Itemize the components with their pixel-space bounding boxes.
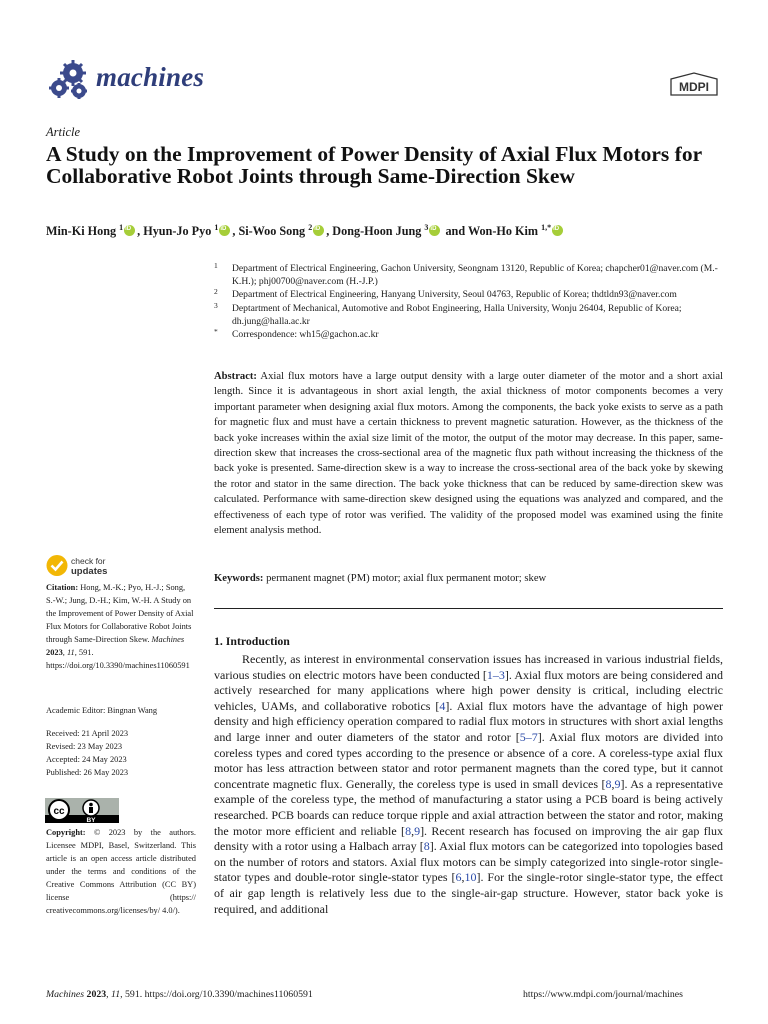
copyright-label: Copyright: bbox=[46, 828, 86, 837]
introduction-body: Recently, as interest in environmental conservation issues has increased in various industrial fields, various studies on electric motors have been conducted [1–3]. Axial flux motors are being considered and actively researched for many applications where high power density is critical, including electric vehicles, UAMs, and collaborative robotics [4]. Axial flux motors have the advantage of high power density and high efficiency operation compared to radial flux motors in structures with short axial lengths and large inner and outer diameters of the stator and rotor [5–7]. Axial flux motors are divided into coreless types and cored types according to the presence or absence of a core. A coreless-type axial flux motor has less attraction between stator and rotor permanent magnets than the cored type, but it cannot concentrate magnetic flux. Generally, the coreless type is used in small devices [8,9]. As a representative example of the coreless type, the method of manufacturing a stator using a PCB board is being actively researched. PCB boards can reduce torque ripple and axial attraction between the stator and rotor, making the motor more efficient and reliable [8,9]. Recent research has focused on improving the air gap flux density with a rotor using a Halbach array [8]. Axial flux motors can be categorized into topologies based on the number of rotors and stators. Axial flux motors can be simply categorized into single-rotor single-stator types and double-rotor single-stator types [6,10]. For the single-rotor single-stator type, the effect of air gap length is relatively less due to the single-air-gap structure. However, stator back yoke is required, and additional bbox=[214, 652, 724, 916]
citation-link[interactable]: 6 bbox=[455, 870, 462, 885]
citation-doi[interactable]: 591. https://doi.org/10.3390/machines11060591 bbox=[46, 648, 190, 670]
affiliation-text: Deptartment of Mechanical, Automotive and Robot Engineering, Halla University, Wonju 26404, Republic of Korea; dh.jung@halla.ac.kr bbox=[232, 302, 682, 327]
orcid-icon[interactable] bbox=[219, 225, 230, 236]
citation-block: Citation: Hong, M.-K.; Pyo, H.-J.; Song, S.-W.; Jung, D.-H.; Kim, W.-H. A Study on the Improvement of Power Density of Axial Flux Motors for Collaborative Robot Joints through Same-Direction Skew. Machines 2023, 11, 591. https://doi.org/10.3390/machines11060591 bbox=[46, 583, 194, 670]
orcid-icon[interactable] bbox=[313, 225, 324, 236]
section-divider bbox=[214, 608, 723, 609]
machines-gear-logo-icon bbox=[45, 58, 93, 102]
affiliation-item bbox=[214, 262, 724, 288]
citation-journal: Machines bbox=[151, 635, 185, 644]
citation-link[interactable]: 5–7 bbox=[519, 729, 538, 744]
abstract-text: Axial flux motors have a large output density with a large outer diameter of the motor and a short axial length. Since it is advantageous in short axial length, the axial thickness of motor components becomes a very important parameter when designing axial flux motors. Among the components, the back yoke exists to serve as a path for magnetic flux and must have a certain thickness to prevent magnetic saturation. However, as the thickness of the back yoke increases within the axial size limit of the motor, the output of the motor may decrease. In this paper, same-direction skew that increases the cross-sectional area of the magnetic flux path without increasing the thickness of the back yoke is presented. Same-direction skew is a way to increase the cross-sectional area of the back yoke by skewing the rotor and stator in the same direction. The back yoke thickness that can be reduced by same-direction skew was calculated. Performance with same-direction skew designed using the equations was analyzed and compared, and the effectiveness of each type of rotor was verified. The validity of the proposed model was examined using the finite element analysis method. bbox=[214, 371, 723, 537]
affiliation-mark: 3 bbox=[214, 300, 218, 310]
citation-link[interactable]: 1–3 bbox=[486, 667, 505, 682]
author-list: Min-Ki Hong $^1$iD , Hyun-Jo Pyo $^1$iD , Si-Woo Song $^2$iD , Dong-Hoon Jung $^3$iD and Won-Ho Kim $^{1,*}$iD bbox=[46, 223, 736, 239]
author-affiliation-mark: 2 bbox=[308, 223, 313, 232]
affiliation-mark: * bbox=[214, 327, 218, 337]
paper-title: A Study on the Improvement of Power Density of Axial Flux Motors for Collaborative Robot Joints through Same-Direction Skew bbox=[46, 142, 702, 188]
check-icon bbox=[47, 555, 68, 576]
keywords bbox=[214, 573, 723, 584]
citation-link[interactable]: 8 bbox=[405, 823, 412, 838]
svg-text:cc: cc bbox=[53, 806, 65, 817]
publication-dates bbox=[46, 727, 196, 779]
citation-year: 2023 bbox=[46, 648, 63, 657]
author-name: Won-Ho Kim bbox=[467, 224, 542, 239]
citation-volume: 11 bbox=[66, 648, 75, 657]
date-received: Received: 21 April 2023 bbox=[46, 729, 129, 738]
author-name: Hyun-Jo Pyo bbox=[143, 224, 215, 239]
footer-year: 2023 bbox=[86, 989, 107, 1000]
affiliation-text: Department of Electrical Engineering, Gachon University, Seongnam 13120, Republic of Korea; chapcher01@naver.com (M.-K.H.); phj00700@naver.com (H.-J.P.) bbox=[232, 263, 718, 288]
abstract bbox=[214, 369, 723, 538]
affiliation-item bbox=[214, 302, 724, 328]
abstract-label: Abstract: bbox=[214, 371, 257, 382]
orcid-icon[interactable] bbox=[552, 225, 563, 236]
author-name: Si-Woo Song bbox=[238, 224, 309, 239]
copyright-text: © 2023 by the authors. Licensee MDPI, Basel, Switzerland. This article is an open access article distributed under the terms and conditions of the Creative Commons Attribution (CC BY) license (https:// creativecommons.org/licenses/by/ 4.0/). bbox=[46, 828, 197, 915]
affiliation-text: Correspondence: wh15@gachon.ac.kr bbox=[232, 329, 379, 341]
svg-text:check for: check for bbox=[71, 556, 106, 566]
date-published: Published: 26 May 2023 bbox=[46, 768, 129, 777]
affiliation-mark: 1 bbox=[214, 261, 218, 270]
affiliation-item bbox=[214, 288, 724, 301]
affiliation-mark: 2 bbox=[214, 287, 218, 297]
svg-text:BY: BY bbox=[86, 817, 96, 823]
svg-text:MDPI: MDPI bbox=[679, 80, 709, 94]
affiliation-item bbox=[214, 328, 724, 341]
copyright-notice bbox=[46, 826, 196, 917]
academic-editor: Academic Editor: Bingnan Wang bbox=[46, 706, 158, 715]
article-type: Article bbox=[46, 125, 81, 139]
footer-doi[interactable]: 591. https://doi.org/10.3390/machines11060591 bbox=[125, 989, 313, 1000]
footer-journal: Machines bbox=[46, 989, 85, 1000]
citation-link[interactable]: 9 bbox=[614, 776, 621, 791]
citation-label: Citation: bbox=[46, 583, 79, 592]
author-affiliation-mark: 1 bbox=[119, 223, 124, 232]
orcid-icon[interactable] bbox=[124, 225, 135, 236]
section-title: 1. Introduction bbox=[214, 634, 290, 648]
footer-citation: Machines 2023, 11, 591. https://doi.org/10.3390/machines11060591 bbox=[46, 989, 313, 1000]
author-affiliation-mark: 1 bbox=[214, 223, 219, 232]
affiliations bbox=[214, 262, 724, 341]
citation-text: Hong, M.-K.; Pyo, H.-J.; Song, S.-W.; Jung, D.-H.; Kim, W.-H. A Study on the Improvement of Power Density of Axial Flux Motors for Collaborative Robot Joints through Same-Direction Skew. bbox=[46, 583, 194, 644]
mdpi-logo bbox=[667, 72, 721, 98]
citation-link[interactable]: 8 bbox=[423, 839, 430, 854]
footer-journal-url[interactable]: https://www.mdpi.com/journal/machines bbox=[523, 989, 683, 1000]
date-revised: Revised: 23 May 2023 bbox=[46, 742, 123, 751]
cc-by-license-badge[interactable] bbox=[45, 798, 119, 823]
author-affiliation-mark: 3 bbox=[424, 223, 429, 232]
author-name: Dong-Hoon Jung bbox=[332, 224, 425, 239]
keywords-label: Keywords: bbox=[214, 573, 264, 584]
citation-link[interactable]: 9 bbox=[414, 823, 421, 838]
affiliation-text: Department of Electrical Engineering, Hanyang University, Seoul 04763, Republic of Korea; thdtldn93@naver.com bbox=[232, 289, 677, 301]
footer-volume: 11 bbox=[111, 989, 121, 1000]
journal-name: machines bbox=[96, 62, 205, 92]
svg-text:updates: updates bbox=[71, 566, 108, 577]
check-for-updates-badge[interactable] bbox=[45, 553, 145, 578]
citation-link[interactable]: 8 bbox=[605, 776, 612, 791]
author-name: Min-Ki Hong bbox=[46, 224, 120, 239]
citation-link[interactable]: 10 bbox=[464, 870, 477, 885]
orcid-icon[interactable] bbox=[429, 225, 440, 236]
keywords-text: permanent magnet (PM) motor; axial flux permanent motor; skew bbox=[266, 573, 547, 584]
date-accepted: Accepted: 24 May 2023 bbox=[46, 755, 127, 764]
author-affiliation-mark: 1,* bbox=[541, 223, 552, 232]
citation-link[interactable]: 4 bbox=[439, 698, 446, 713]
